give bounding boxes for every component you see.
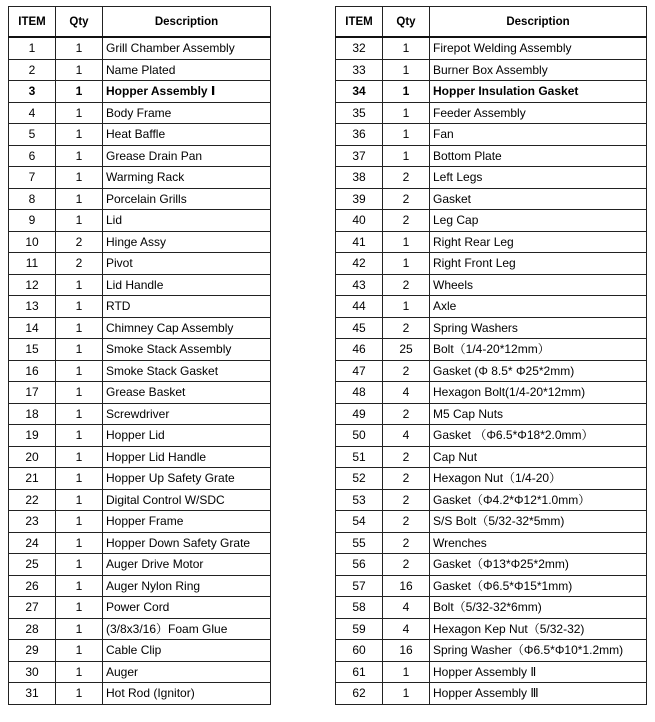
- table-row: [336, 468, 647, 490]
- item-qty: 1: [383, 81, 430, 103]
- item-qty: 1: [383, 231, 430, 253]
- item-description: Left Legs: [430, 167, 647, 189]
- header-qty: Qty: [56, 7, 103, 38]
- item-qty: 1: [56, 124, 103, 146]
- item-qty: 1: [56, 210, 103, 232]
- table-row: [9, 489, 271, 511]
- item-number: 39: [336, 188, 383, 210]
- table-row: [9, 532, 271, 554]
- item-number: 33: [336, 59, 383, 81]
- table-row: [9, 403, 271, 425]
- item-description: Gasket （Φ6.5*Φ18*2.0mm）: [430, 425, 647, 447]
- item-qty: 2: [383, 188, 430, 210]
- item-number: 43: [336, 274, 383, 296]
- table-row: [9, 317, 271, 339]
- item-number: 13: [9, 296, 56, 318]
- table-row: [336, 382, 647, 404]
- header-item: ITEM: [9, 7, 56, 38]
- item-qty: 2: [383, 403, 430, 425]
- item-number: 24: [9, 532, 56, 554]
- item-description: S/S Bolt（5/32-32*5mm): [430, 511, 647, 533]
- table-header-row: [9, 7, 271, 38]
- item-number: 29: [9, 640, 56, 662]
- item-number: 23: [9, 511, 56, 533]
- item-number: 2: [9, 59, 56, 81]
- item-qty: 2: [383, 360, 430, 382]
- item-qty: 2: [383, 210, 430, 232]
- table-row: [9, 382, 271, 404]
- item-qty: 1: [56, 81, 103, 103]
- parts-table-right: [335, 6, 647, 705]
- item-number: 3: [9, 81, 56, 103]
- table-row: [9, 339, 271, 361]
- item-description: (3/8x3/16）Foam Glue: [103, 618, 271, 640]
- item-number: 22: [9, 489, 56, 511]
- item-description: Heat Baffle: [103, 124, 271, 146]
- item-description: Hopper Up Safety Grate: [103, 468, 271, 490]
- header-description: Description: [103, 7, 271, 38]
- item-qty: 2: [383, 532, 430, 554]
- item-number: 5: [9, 124, 56, 146]
- table-row: [9, 145, 271, 167]
- item-qty: 2: [383, 167, 430, 189]
- item-qty: 1: [56, 618, 103, 640]
- item-number: 17: [9, 382, 56, 404]
- item-number: 16: [9, 360, 56, 382]
- item-description: Feeder Assembly: [430, 102, 647, 124]
- table-row: [9, 253, 271, 275]
- table-row: [336, 511, 647, 533]
- table-row: [9, 640, 271, 662]
- item-description: Lid: [103, 210, 271, 232]
- item-qty: 1: [56, 446, 103, 468]
- table-row: [336, 296, 647, 318]
- table-row: [336, 425, 647, 447]
- item-qty: 1: [383, 124, 430, 146]
- table-row: [336, 210, 647, 232]
- item-number: 25: [9, 554, 56, 576]
- table-header-row: [336, 7, 647, 38]
- item-qty: 2: [383, 554, 430, 576]
- item-description: Hexagon Bolt(1/4-20*12mm): [430, 382, 647, 404]
- item-number: 60: [336, 640, 383, 662]
- item-qty: 1: [56, 274, 103, 296]
- table-row: [336, 124, 647, 146]
- item-qty: 1: [56, 296, 103, 318]
- item-description: Cap Nut: [430, 446, 647, 468]
- parts-table-left: [8, 6, 271, 705]
- item-description: Wheels: [430, 274, 647, 296]
- item-qty: 2: [383, 274, 430, 296]
- item-description: Grease Drain Pan: [103, 145, 271, 167]
- item-number: 10: [9, 231, 56, 253]
- item-description: Axle: [430, 296, 647, 318]
- item-description: Gasket (Φ 8.5* Φ25*2mm): [430, 360, 647, 382]
- table-row: [9, 37, 271, 59]
- item-number: 15: [9, 339, 56, 361]
- item-description: Name Plated: [103, 59, 271, 81]
- item-number: 30: [9, 661, 56, 683]
- item-number: 55: [336, 532, 383, 554]
- item-description: Hopper Assembly Ⅱ: [430, 661, 647, 683]
- item-qty: 2: [56, 231, 103, 253]
- item-qty: 1: [383, 37, 430, 59]
- item-description: Pivot: [103, 253, 271, 275]
- table-row: [336, 575, 647, 597]
- table-row: [336, 597, 647, 619]
- item-qty: 1: [383, 145, 430, 167]
- item-description: Smoke Stack Gasket: [103, 360, 271, 382]
- item-qty: 1: [56, 640, 103, 662]
- item-number: 12: [9, 274, 56, 296]
- item-number: 58: [336, 597, 383, 619]
- item-number: 20: [9, 446, 56, 468]
- item-qty: 1: [56, 468, 103, 490]
- item-number: 41: [336, 231, 383, 253]
- item-qty: 2: [383, 317, 430, 339]
- table-row: [336, 339, 647, 361]
- item-description: RTD: [103, 296, 271, 318]
- item-number: 46: [336, 339, 383, 361]
- item-description: Right Front Leg: [430, 253, 647, 275]
- item-number: 37: [336, 145, 383, 167]
- item-description: Leg Cap: [430, 210, 647, 232]
- item-description: Hexagon Nut（1/4-20）: [430, 468, 647, 490]
- table-row: [336, 360, 647, 382]
- item-qty: 4: [383, 425, 430, 447]
- item-description: Hopper Frame: [103, 511, 271, 533]
- table-row: [9, 124, 271, 146]
- item-qty: 1: [383, 296, 430, 318]
- item-qty: 4: [383, 382, 430, 404]
- item-qty: 2: [383, 511, 430, 533]
- header-qty: Qty: [383, 7, 430, 38]
- item-number: 59: [336, 618, 383, 640]
- table-row: [9, 188, 271, 210]
- item-number: 45: [336, 317, 383, 339]
- item-description: Fan: [430, 124, 647, 146]
- item-qty: 1: [56, 575, 103, 597]
- item-description: Gasket（Φ6.5*Φ15*1mm): [430, 575, 647, 597]
- item-qty: 1: [56, 511, 103, 533]
- table-row: [336, 403, 647, 425]
- item-qty: 4: [383, 618, 430, 640]
- table-row: [9, 618, 271, 640]
- item-description: Hopper Down Safety Grate: [103, 532, 271, 554]
- item-number: 6: [9, 145, 56, 167]
- item-qty: 1: [56, 339, 103, 361]
- table-row: [9, 59, 271, 81]
- parts-list-right: [336, 37, 647, 704]
- item-description: Auger Nylon Ring: [103, 575, 271, 597]
- item-description: Hexagon Kep Nut（5/32-32): [430, 618, 647, 640]
- table-row: [336, 317, 647, 339]
- item-qty: 1: [56, 145, 103, 167]
- table-row: [9, 102, 271, 124]
- item-number: 18: [9, 403, 56, 425]
- table-row: [336, 683, 647, 705]
- item-qty: 1: [56, 425, 103, 447]
- item-qty: 2: [383, 468, 430, 490]
- table-row: [9, 575, 271, 597]
- item-description: Digital Control W/SDC: [103, 489, 271, 511]
- item-description: Gasket（Φ4.2*Φ12*1.0mm）: [430, 489, 647, 511]
- item-qty: 1: [56, 489, 103, 511]
- item-qty: 1: [56, 37, 103, 59]
- item-number: 1: [9, 37, 56, 59]
- item-number: 38: [336, 167, 383, 189]
- item-description: Hopper Lid Handle: [103, 446, 271, 468]
- item-number: 21: [9, 468, 56, 490]
- item-qty: 1: [56, 167, 103, 189]
- item-description: Grease Basket: [103, 382, 271, 404]
- item-description: Body Frame: [103, 102, 271, 124]
- table-row: [336, 145, 647, 167]
- item-qty: 2: [56, 253, 103, 275]
- table-row: [9, 425, 271, 447]
- table-row: [9, 274, 271, 296]
- table-row: [9, 683, 271, 705]
- item-description: Bolt（5/32-32*6mm): [430, 597, 647, 619]
- item-qty: 1: [383, 253, 430, 275]
- item-qty: 1: [56, 683, 103, 705]
- item-qty: 16: [383, 640, 430, 662]
- item-number: 61: [336, 661, 383, 683]
- item-qty: 1: [56, 360, 103, 382]
- item-number: 62: [336, 683, 383, 705]
- item-number: 57: [336, 575, 383, 597]
- header-description: Description: [430, 7, 647, 38]
- item-number: 9: [9, 210, 56, 232]
- item-number: 36: [336, 124, 383, 146]
- table-row: [336, 231, 647, 253]
- table-row: [336, 102, 647, 124]
- item-number: 28: [9, 618, 56, 640]
- item-qty: 1: [56, 403, 103, 425]
- item-number: 31: [9, 683, 56, 705]
- item-number: 44: [336, 296, 383, 318]
- table-row: [9, 554, 271, 576]
- item-qty: 25: [383, 339, 430, 361]
- item-number: 35: [336, 102, 383, 124]
- item-description: Grill Chamber Assembly: [103, 37, 271, 59]
- item-description: Hot Rod (Ignitor): [103, 683, 271, 705]
- item-number: 48: [336, 382, 383, 404]
- item-description: Hinge Assy: [103, 231, 271, 253]
- table-row: [336, 253, 647, 275]
- table-row: [336, 532, 647, 554]
- item-qty: 4: [383, 597, 430, 619]
- item-number: 34: [336, 81, 383, 103]
- item-number: 40: [336, 210, 383, 232]
- item-description: Hopper Lid: [103, 425, 271, 447]
- item-qty: 1: [383, 102, 430, 124]
- table-row: [9, 296, 271, 318]
- table-row: [336, 618, 647, 640]
- item-number: 42: [336, 253, 383, 275]
- item-qty: 2: [383, 446, 430, 468]
- item-description: Spring Washers: [430, 317, 647, 339]
- item-description: Right Rear Leg: [430, 231, 647, 253]
- item-number: 50: [336, 425, 383, 447]
- item-qty: 1: [56, 661, 103, 683]
- item-qty: 1: [56, 102, 103, 124]
- item-number: 8: [9, 188, 56, 210]
- table-row: [336, 37, 647, 59]
- item-description: Auger: [103, 661, 271, 683]
- table-row: [9, 511, 271, 533]
- table-row: [336, 81, 647, 103]
- table-row: [9, 597, 271, 619]
- item-qty: 1: [383, 661, 430, 683]
- item-description: Hopper Assembly Ⅰ: [103, 81, 271, 103]
- table-row: [9, 661, 271, 683]
- table-row: [336, 640, 647, 662]
- item-description: Burner Box Assembly: [430, 59, 647, 81]
- table-row: [9, 231, 271, 253]
- item-qty: 1: [56, 532, 103, 554]
- item-description: Spring Washer（Φ6.5*Φ10*1.2mm): [430, 640, 647, 662]
- item-qty: 1: [56, 597, 103, 619]
- item-number: 54: [336, 511, 383, 533]
- item-number: 19: [9, 425, 56, 447]
- item-number: 7: [9, 167, 56, 189]
- item-description: Screwdriver: [103, 403, 271, 425]
- item-number: 32: [336, 37, 383, 59]
- item-description: Power Cord: [103, 597, 271, 619]
- item-description: Wrenches: [430, 532, 647, 554]
- item-number: 47: [336, 360, 383, 382]
- item-qty: 16: [383, 575, 430, 597]
- table-row: [9, 81, 271, 103]
- item-qty: 1: [56, 59, 103, 81]
- item-number: 11: [9, 253, 56, 275]
- table-row: [336, 59, 647, 81]
- item-qty: 1: [56, 317, 103, 339]
- item-description: Firepot Welding Assembly: [430, 37, 647, 59]
- item-qty: 1: [56, 382, 103, 404]
- item-description: M5 Cap Nuts: [430, 403, 647, 425]
- table-row: [336, 554, 647, 576]
- item-number: 27: [9, 597, 56, 619]
- header-item: ITEM: [336, 7, 383, 38]
- table-row: [9, 468, 271, 490]
- item-number: 14: [9, 317, 56, 339]
- parts-list-left: [9, 37, 271, 704]
- item-description: Auger Drive Motor: [103, 554, 271, 576]
- item-number: 49: [336, 403, 383, 425]
- item-qty: 1: [56, 554, 103, 576]
- item-qty: 1: [383, 59, 430, 81]
- table-row: [9, 210, 271, 232]
- item-description: Hopper Insulation Gasket: [430, 81, 647, 103]
- item-description: Bottom Plate: [430, 145, 647, 167]
- item-number: 56: [336, 554, 383, 576]
- item-qty: 2: [383, 489, 430, 511]
- item-number: 26: [9, 575, 56, 597]
- item-description: Cable Clip: [103, 640, 271, 662]
- item-description: Hopper Assembly Ⅲ: [430, 683, 647, 705]
- item-description: Chimney Cap Assembly: [103, 317, 271, 339]
- table-row: [336, 661, 647, 683]
- item-qty: 1: [56, 188, 103, 210]
- table-row: [336, 167, 647, 189]
- item-description: Lid Handle: [103, 274, 271, 296]
- table-row: [336, 489, 647, 511]
- table-row: [9, 167, 271, 189]
- item-number: 51: [336, 446, 383, 468]
- item-number: 53: [336, 489, 383, 511]
- item-number: 52: [336, 468, 383, 490]
- table-row: [336, 274, 647, 296]
- item-description: Gasket（Φ13*Φ25*2mm): [430, 554, 647, 576]
- item-description: Gasket: [430, 188, 647, 210]
- item-description: Porcelain Grills: [103, 188, 271, 210]
- item-description: Smoke Stack Assembly: [103, 339, 271, 361]
- table-row: [9, 360, 271, 382]
- table-row: [9, 446, 271, 468]
- item-description: Warming Rack: [103, 167, 271, 189]
- item-qty: 1: [383, 683, 430, 705]
- item-number: 4: [9, 102, 56, 124]
- table-row: [336, 446, 647, 468]
- table-row: [336, 188, 647, 210]
- item-description: Bolt（1/4-20*12mm）: [430, 339, 647, 361]
